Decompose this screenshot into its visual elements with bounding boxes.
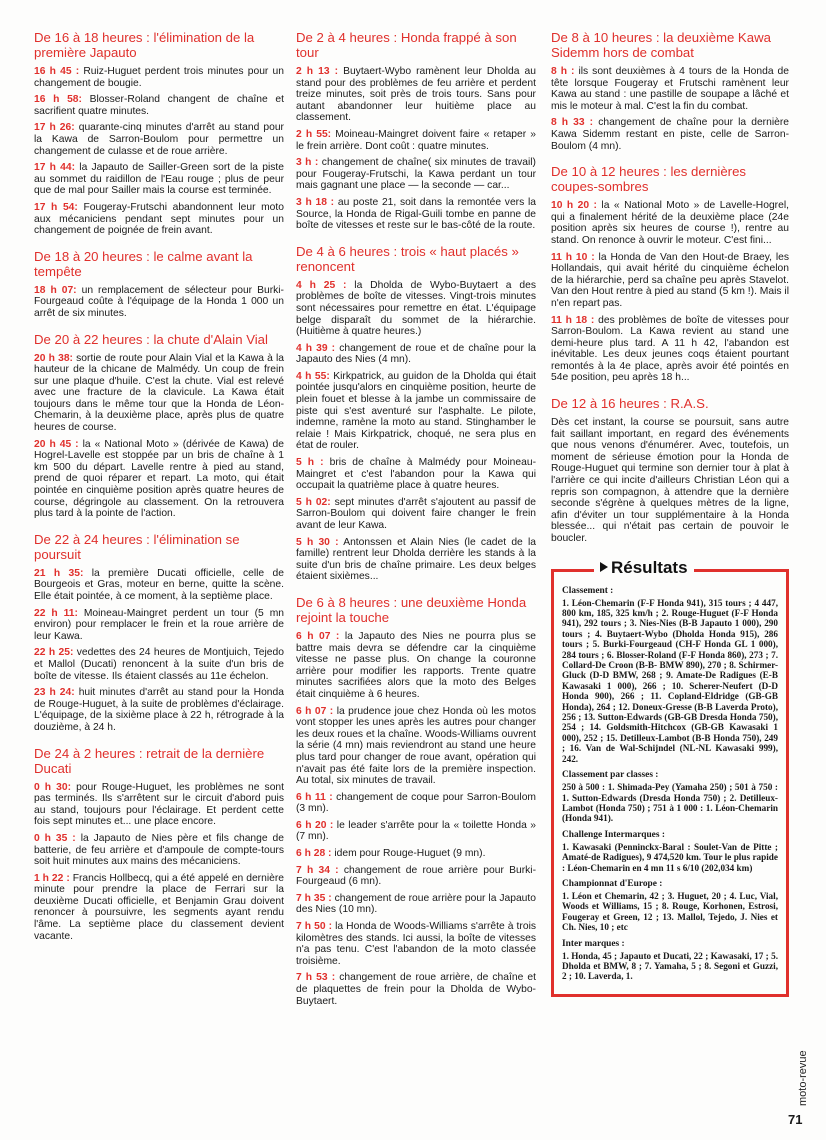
results-box [551, 557, 789, 997]
entry-time: 17 h 44: [34, 162, 76, 174]
entry-time: 7 h 35 : [296, 892, 332, 904]
entry-time: 0 h 30: [34, 781, 72, 793]
timeline-entry [34, 647, 284, 682]
results-text: 250 à 500 : 1. Shimada-Pey (Yamaha 250) ; 501 à 750 : 1. Sutton-Edwards (Dresda Honda 750) ; 2. Detilleux-Lambot (Honda 750) ; 751 à 1 000 : 1. Léon-Chemarin (Honda 941). [562, 782, 778, 824]
timeline-entry [551, 315, 789, 385]
timeline-section [34, 532, 284, 734]
entry-time: 8 h 33 : [551, 117, 594, 129]
entry-time: 4 h 39 : [296, 342, 336, 354]
section-heading: De 20 à 22 heures : la chute d'Alain Vial [34, 331, 268, 347]
entry-text: la première Ducati officielle, celle de Bourgeois et Gras, moteur en berne, quitte la scène. Elle était pointée, à ce moment, à la septième place. [34, 567, 284, 602]
entry-time: 10 h 20 : [551, 200, 597, 212]
timeline-entry [34, 608, 284, 643]
entry-text: au poste 21, soit dans la remontée vers la Source, la Honda de Rigal-Guili tombe en panne de boîte de vitesses et reste sur le bas-côté de la route. [296, 196, 536, 232]
results-heading: Championnat d'Europe : [562, 878, 663, 889]
entry-text: la Japauto de Sailler-Green sort de la piste au sommet du raidillon de l'Eau rouge ; plus de peur que de mal pour Sailler mais la course est terminée. [34, 162, 284, 197]
entry-time: 11 h 10 : [551, 251, 595, 263]
timeline-section [296, 595, 536, 1007]
entry-time: 5 h : [296, 457, 324, 469]
entry-text: Moineau-Maingret doivent faire « retaper » le frein arrière. Dont coût : quatre minutes. [296, 128, 537, 152]
entry-text: Fougeray-Frutschi abandonnent leur moto aux mécaniciens pendant sept minutes pour un changement de poignée de frein avant. [34, 201, 284, 237]
timeline-entry [34, 833, 284, 868]
timeline-entry [296, 537, 536, 583]
entry-text: sortie de route pour Alain Vial et la Kawa à la hauteur de la chicane de Malmédy. Un coup de frein sur une plaque d'huile. C'est la chute. Vial est relevé avec une fracture de la clavicule. La Kawa était toujours dans le même tour que la Honda de Léon-Chemarin, à la deuxième place, après plus de quatre heures de course. [34, 352, 285, 434]
entry-text: huit minutes d'arrêt au stand pour la Honda de Rouge-Huguet, à la suite de problèmes d'éclairage. L'équipage, de la sixième place à 22 h, rétrograde à la douzième, à 24 h. [34, 687, 284, 733]
section-heading: De 12 à 16 heures : R.A.S. [551, 396, 709, 412]
entry-text: le leader s'arrête pour la « toilette Honda » (7 mn). [296, 819, 537, 843]
timeline-entry [296, 157, 536, 192]
entry-time: 6 h 07 : [296, 630, 340, 642]
timeline-entry [551, 252, 789, 310]
entry-time: 3 h 18 : [296, 196, 335, 208]
entry-time: 5 h 02: [296, 496, 331, 508]
results-title: Résultats [594, 558, 694, 578]
entry-text: Antonssen et Alain Nies (le cadet de la famille) rentrent leur Dholda derrière les stands à la suite d'un bris de chaîne primaire. Les deux belges étaient sixièmes... [296, 536, 537, 583]
entry-text: la Honda de Woods-Williams s'arrête à trois kilomètres des stands. Ici aussi, la boîte de vitesses n'a pas tenu. C'est l'abandon de la moto classée troisième. [296, 921, 536, 967]
timeline-entry [34, 568, 284, 603]
section-heading: De 2 à 4 heures : Honda frappé à son tour [296, 30, 517, 60]
timeline-section [34, 746, 284, 943]
entry-time: 3 h : [296, 157, 319, 169]
entry-time: 1 h 22 : [34, 872, 70, 884]
section-heading: De 16 à 18 heures : l'élimination de la première Japauto [34, 30, 255, 60]
entry-text: la « National Moto » (dérivée de Kawa) de Hogrel-Lavelle est stoppée par un bris de chaîne à 1 km 500 du départ. Lavelle rentre à pied au stand, prend de quoi réparer et repart. La moto, qui était pointée en cinquième position après quatre heures de course, dégringole au classement. On la retrouvera plus tard à la pointe de l'action. [34, 438, 284, 520]
section-heading: De 8 à 10 heures : la deuxième Kawa Sidemm hors de combat [551, 30, 771, 60]
timeline-entry [296, 197, 536, 232]
entry-time: 17 h 54: [34, 201, 78, 213]
timeline-section [551, 30, 789, 152]
entry-text: changement de chaîne( six minutes de travail) pour Fougeray-Frutschi, la Kawa perdant un tour mais gagnant une place — la seconde — car... [296, 157, 536, 192]
entry-time: 11 h 18 : [551, 314, 595, 326]
entry-time: 4 h 25 : [296, 279, 347, 291]
page-number: 71 [788, 1112, 803, 1127]
timeline-entry [296, 371, 536, 452]
timeline-entry [296, 706, 536, 787]
entry-text: pour Rouge-Huguet, les problèmes ne sont pas terminés. Ils s'arrêtent sur le circuit d'abord puis au stand, toujours pour l'éclairage. Et perdent cette fois sept minutes et... une place encore. [34, 781, 285, 828]
entry-text: Francis Hollbecq, qui a été appelé en dernière minute pour prendre la place de Ferrari sur la deuxième Ducati officielle, et Benjamin Grau doivent renoncer à poursuivre, les segments ayant rendu l'âme. La septième place du classement devient vacante. [34, 872, 284, 942]
timeline-entry [296, 792, 536, 815]
results-heading: Classement par classes : [562, 770, 659, 781]
entry-time: 22 h 25: [34, 647, 74, 659]
timeline-entry [296, 631, 536, 701]
timeline-entry [296, 280, 536, 338]
timeline-entry [34, 782, 284, 828]
results-text: 1. Léon et Chemarin, 42 ; 3. Huguet, 20 ; 4. Luc, Vial, Woods et Williams, 15 ; 8. Rouge, Korhonen, Estrosi, Fougeray et Green, 12 ; 13. Mallol, Tejedo, J. Nies et Ch. Nies, 10 ; etc [562, 890, 778, 933]
entry-text: Blosser-Roland changent de chaîne et sacrifient quatre minutes. [34, 94, 284, 117]
section-heading: De 4 à 6 heures : trois « haut placés » renoncent [296, 243, 519, 274]
results-text: 1. Léon-Chemarin (F-F Honda 941), 315 tours ; 4 447, 800 km, 185, 325 km/h ; 2. Rouge-Huguet (F-F Honda 941), 292 tours ; 3. Nies-Nies (B-B Japauto 1 000), 290 tours ; 4. Buytaert-Wybo (Dholda Honda 915), 286 tours ; 5. Burki-Fourgeaud (CH-F Honda GL 1 000), 284 tours ; 6. Blosser-Roland (F-F Honda 860), 273 ; 7. Collard-De Croon (B-B- BMW 890), 270 ; 8. Schirmer-Gluck (D-D BMW, 268 ; 9. Amate-De Radigues (E-B Kawasaki 1 000), 266 ; 10. Scherer-Neufert (D-D Honda 900), 266 ; 11. Copland-Eldridge (GB-GB Honda), 264 ; 12. Doneux-Gresse (B-B Laverda Proto), 256 ; 13. Sutton-Edwards (GB-GB Dresda Honda 750), 254 ; 14. Goldsmith-Hitchcox (GB-GB Kawasaki 1 000), 252 ; 15. Detilleux-Lambot (B-B Honda 750), 249 ; 16. Van de Wal-Schijndel (NL-NL Kawasaki 999), 242. [562, 597, 778, 764]
entry-text: des problèmes de boîte de vitesses pour Sarron-Boulom. La Kawa revient au stand une demi-heure plus tard. A 11 h 42, l'abandon est inévitable. Les deux jeunes coqs étaient pourtant remontés à la 4e place, après avoir été pointés en 54e position, peu après 18 h... [551, 314, 789, 384]
entry-time: 5 h 30 : [296, 536, 339, 548]
entry-text: sept minutes d'arrêt s'ajoutent au passif de Sarron-Boulom qui doivent faire changer le frein avant de leur Kawa. [296, 496, 536, 531]
column-3 [551, 30, 789, 997]
timeline-section [34, 249, 284, 320]
timeline-entry [34, 873, 284, 943]
timeline-entry [551, 200, 789, 246]
entry-time: 6 h 11 : [296, 791, 333, 803]
timeline-section [34, 30, 284, 237]
results-heading: Challenge Intermarques : [562, 829, 665, 840]
column-3-sections [551, 30, 789, 545]
entry-text: bris de chaîne à Malmédy pour Moineau-Maingret et c'est l'abandon pour la Kawa qui occupait la quatrième place à quatre heures. [296, 457, 536, 492]
entry-text: changement de roue et de chaîne pour la Japauto des Nies (4 mn). [296, 342, 537, 366]
timeline-entry [34, 202, 284, 237]
entry-text: changement de chaîne pour la dernière Kawa Sidemm restant en piste, celle de Sarron-Boulom (4 mn). [551, 117, 790, 152]
entry-time: 18 h 07: [34, 284, 77, 296]
entry-text: la Japauto des Nies ne pourra plus se battre mais devra se défendre car la cinquième vitesse ne passe plus. On change la couronne arrière pour modifier les rapports. Trente quatre minutes sacrifiées alors que la moto des Belges était cinquième à 6 heures. [296, 630, 537, 700]
timeline-entry [296, 820, 536, 843]
timeline-entry [296, 343, 536, 366]
entry-time: 7 h 53 : [296, 972, 336, 984]
entry-text: un remplacement de sélecteur pour Burki-Fourgeaud coûte à l'équipage de la Honda 1 000 un arrêt de six minutes. [34, 284, 284, 319]
results-blocks [562, 586, 778, 982]
entry-text: quarante-cinq minutes d'arrêt au stand pour la Kawa de Sarron-Boulom pour permettre un changement de culasse et de roue arrière. [34, 122, 284, 157]
section-heading: De 24 à 2 heures : retrait de la dernière Ducati [34, 745, 265, 776]
section-heading: De 18 à 20 heures : le calme avant la tempête [34, 248, 253, 279]
entry-time: 8 h : [551, 66, 575, 77]
timeline-section [551, 396, 789, 545]
timeline-entry [296, 893, 536, 916]
entry-time: 22 h 11: [34, 607, 78, 619]
timeline-section [296, 30, 536, 232]
entry-text: la Honda de Van den Hout-de Braey, les Hollandais, qui avait hérité du cinquième échelon de la hiérarchie, perd sa chaîne peu après Stavelot. Van den Hout rentre à pied au stand (5 km !). Mais il n'en repart pas. [551, 251, 790, 309]
timeline-section [34, 332, 284, 520]
entry-text: changement de roue arrière pour Burki-Fourgeaud (6 mn). [296, 864, 537, 888]
results-heading: Inter marques : [562, 938, 625, 949]
section-heading: De 10 à 12 heures : les dernières coupes-sombres [551, 164, 746, 195]
timeline-entry [34, 353, 284, 434]
entry-time: 7 h 50 : [296, 921, 333, 933]
timeline-entry [34, 285, 284, 320]
timeline-entry [296, 972, 536, 1007]
timeline-entry [296, 497, 536, 532]
section-heading: De 22 à 24 heures : l'élimination se poursuit [34, 531, 240, 562]
results-text: 1. Kawasaki (Penninckx-Baral : Soulet-Van de Pitte ; Amaté-de Radigues), 9 474,520 km. Tour le plus rapide : Léon-Chemarin en 4 mn 11 s 6/10 (202,034 km) [562, 841, 778, 873]
timeline-section [551, 164, 789, 384]
timeline-entry [34, 66, 284, 89]
timeline-entry [551, 117, 789, 152]
timeline-entry [296, 865, 536, 888]
timeline-entry [34, 122, 284, 157]
entry-time: 6 h 20 : [296, 819, 334, 831]
section-heading: De 6 à 8 heures : une deuxième Honda rejoint la touche [296, 594, 527, 625]
timeline-entry [296, 129, 536, 152]
entry-text: la prudence joue chez Honda où les motos vont stopper les unes après les autres pour changer les deux roues et la chaîne. Woods-Williams ouvrent la série (4 mn) mais reviendront au stand une heure plus tard pour changer de roue avant, opération qui n'avait pas été faite lors de la première inspection. Au total, six minutes de travail. [296, 705, 536, 787]
entry-time: 20 h 45 : [34, 438, 79, 450]
entry-text: Kirkpatrick, au guidon de la Dholda qui était pointée jusqu'alors en cinquième position, heurte de plein fouet et blesse à la jambe un commissaire de piste qui s'est aventuré sur l'asphalte. Le pilote, indemne, ramène la moto au stand. Stinghamber le relaie ! Mais Kirkpatrick, choqué, ne sera plus en état de rouler. [296, 370, 537, 452]
entry-time: 2 h 13 : [296, 66, 339, 77]
entry-time: 16 h 58: [34, 94, 82, 106]
magazine-sidebar [793, 1040, 817, 1110]
entry-text: idem pour Rouge-Huguet (9 mn). [331, 848, 486, 860]
entry-time: 21 h 35: [34, 567, 84, 579]
entry-text: changement de roue arrière pour la Japauto des Nies (10 mn). [296, 892, 536, 916]
timeline-entry [34, 162, 284, 197]
entry-text: changement de roue arrière, de chaîne et de plaquettes de frein pour la Dholda de Wybo-Buytaert. [296, 972, 536, 1007]
entry-text: Moineau-Maingret perdent un tour (5 mn environ) pour remplacer le frein et la roue arrière de leur Kawa. [34, 607, 285, 642]
results-text: 1. Honda, 45 ; Japauto et Ducati, 22 ; Kawasaki, 17 ; 5. Dholda et BMW, 8 ; 7. Yamaha, 5 ; 8. Segoni et Guzzi, 2 ; 10. Laverda, 1. [562, 950, 778, 982]
entry-text: la Dholda de Wybo-Buytaert a des problèmes de boîte de vitesses. Vingt-trois minutes sont nécessaires pour remettre en état. L'équipage belge disparaît du sommet de la hiérarchie. (Huitième à quatre heures.) [296, 279, 536, 338]
entry-text: Ruiz-Huguet perdent trois minutes pour un changement de bougie. [34, 66, 284, 89]
entry-text: Buytaert-Wybo ramènent leur Dholda au stand pour des problèmes de feu arrière et perdent treize minutes, soit près de trois tours. Sans pour autant abandonner leur huitième place au classement. [296, 66, 536, 124]
entry-time: 20 h 38: [34, 352, 73, 364]
timeline-entry [551, 66, 789, 112]
entry-time: 6 h 28 : [296, 848, 332, 860]
timeline-entry [296, 921, 536, 967]
timeline-entry [551, 417, 789, 545]
entry-text: Dès cet instant, la course se poursuit, sans autre fait saillant important, en regard des événements que nous venons d'énumérer. Avec, toutefois, un moment de sérieuse émotion pour la Honda de Rouge-Huguet qui termine son dernier tour à plat à l'arrière ce qui incite d'ailleurs Christian Léon qui a repris son compagnon, à attendre que la dernière seconde s'égrène à quelques mètres de la ligne, afin d'éviter un tour supplémentaire à la Honda blessée... qui n'était pas certain de pouvoir le boucler. [551, 417, 789, 544]
timeline-entry [296, 66, 536, 124]
entry-text: la Japauto de Nies père et fils change de batterie, de feu arrière et d'ampoule de compte-tours soit huit minutes aux mains des mécaniciens. [34, 832, 284, 868]
column-2 [296, 30, 536, 1019]
entry-time: 17 h 26: [34, 122, 75, 134]
timeline-entry [296, 848, 536, 860]
entry-text: ils sont deuxièmes à 4 tours de la Honda de tête lorsque Fougeray et Frutschi ramènent leur Kawa au stand : une pastille de soupape a lâché et mis le moteur à mal. C'est la fin du combat. [551, 66, 790, 112]
column-1 [34, 30, 284, 954]
timeline-section [296, 244, 536, 583]
entry-time: 6 h 07 : [296, 705, 334, 717]
entry-text: la « National Moto » de Lavelle-Hogrel, qui a finalement hérité de la deuxième place (24e position après six heures de course !), rentre au stand. On renonce à ouvrir le moteur. C'est fini... [551, 200, 789, 246]
entry-time: 23 h 24: [34, 687, 75, 699]
timeline-entry [34, 439, 284, 520]
timeline-entry [34, 687, 284, 733]
entry-time: 16 h 45 : [34, 66, 80, 77]
entry-time: 7 h 34 : [296, 864, 339, 876]
results-heading: Classement : [562, 585, 614, 596]
entry-text: vedettes des 24 heures de Montjuich, Tejedo et Mallol (Ducati) renoncent à la suite d'un bris de boîte de vitesse. Ils étaient classés au 11e échelon. [34, 647, 284, 682]
entry-time: 2 h 55: [296, 128, 332, 140]
entry-time: 4 h 55: [296, 370, 330, 382]
magazine-name: moto-revue [797, 1050, 809, 1106]
entry-text: changement de coque pour Sarron-Boulom (3 mn). [296, 791, 537, 815]
entry-time: 0 h 35 : [34, 832, 76, 844]
timeline-entry [34, 94, 284, 117]
timeline-entry [296, 457, 536, 492]
